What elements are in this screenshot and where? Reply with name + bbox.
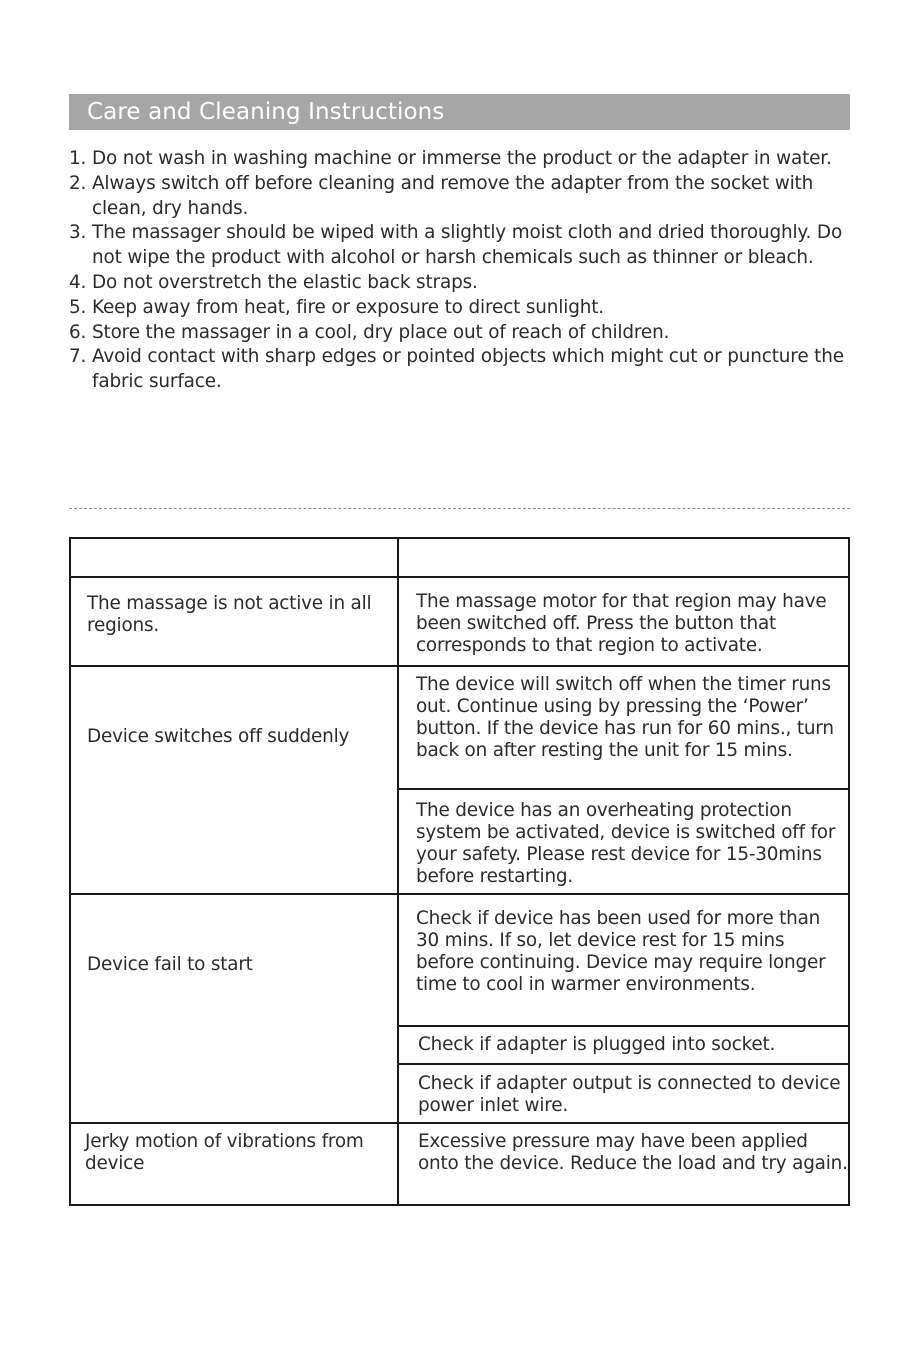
item-text: Keep away from heat, fire or exposure to direct sunlight. bbox=[92, 296, 604, 318]
solution-cell: The device will switch off when the timer runs out. Continue using by pressing the ‘Power’ button. If the device has run for 60 mins., turn back on after resting the unit for 15 mins. bbox=[416, 674, 834, 761]
troubleshooting-table bbox=[69, 537, 850, 1206]
table-header-row bbox=[71, 539, 848, 577]
item-text: Do not overstretch the elastic back straps. bbox=[92, 271, 478, 293]
list-item bbox=[69, 172, 859, 222]
sub-row-rule bbox=[397, 1025, 848, 1027]
problem-cell: Jerky motion of vibrations from device bbox=[85, 1131, 364, 1174]
item-number: 6. bbox=[69, 321, 87, 343]
care-cleaning-header bbox=[69, 94, 850, 130]
solution-cell: Check if adapter is plugged into socket. bbox=[418, 1034, 776, 1055]
row-rule bbox=[71, 893, 848, 895]
problem-cell: Device fail to start bbox=[87, 954, 253, 975]
item-number: 2. bbox=[69, 172, 87, 194]
item-text: The massager should be wiped with a slightly moist cloth and dried thoroughly. Do not wipe the product with alcohol or harsh chemicals such as thinner or bleach. bbox=[92, 222, 843, 269]
item-number: 1. bbox=[69, 148, 87, 169]
list-item bbox=[69, 345, 859, 395]
item-text: Avoid contact with sharp edges or pointed objects which might cut or puncture the fabric surface. bbox=[92, 346, 844, 393]
row-rule bbox=[71, 1122, 848, 1124]
item-number: 4. bbox=[69, 271, 87, 293]
dashed-divider bbox=[69, 508, 850, 509]
item-text: Always switch off before cleaning and remove the adapter from the socket with clean, dry hands. bbox=[92, 172, 814, 219]
solution-cell: The massage motor for that region may have been switched off. Press the button that corresponds to that region to activate. bbox=[416, 591, 827, 656]
problem-cell: Device switches off suddenly bbox=[87, 726, 350, 747]
item-number: 3. bbox=[69, 222, 87, 244]
section-title: Care and Cleaning Instructions bbox=[87, 98, 445, 125]
solution-cell: Check if adapter output is connected to device power inlet wire. bbox=[418, 1073, 841, 1116]
item-text: Store the massager in a cool, dry place out of reach of children. bbox=[92, 321, 670, 343]
column-divider bbox=[397, 539, 399, 1204]
header-rule bbox=[71, 576, 848, 578]
list-item bbox=[69, 271, 859, 296]
list-item bbox=[69, 321, 859, 346]
solution-cell: Check if device has been used for more than 30 mins. If so, let device rest for 15 mins before continuing. Device may require longer time to cool in warmer environments. bbox=[416, 908, 826, 995]
item-number: 7. bbox=[69, 346, 87, 368]
row-rule bbox=[71, 665, 848, 667]
list-item bbox=[69, 296, 859, 321]
sub-row-rule bbox=[397, 1063, 848, 1065]
list-item bbox=[69, 147, 859, 172]
sub-row-rule bbox=[397, 788, 848, 790]
solution-cell: Excessive pressure may have been applied onto the device. Reduce the load and try again. bbox=[418, 1131, 848, 1174]
list-item bbox=[69, 221, 859, 271]
problem-cell: The massage is not active in all regions. bbox=[87, 593, 372, 636]
item-text: Do not wash in washing machine or immerse the product or the adapter in water. bbox=[92, 148, 832, 169]
care-instructions-list bbox=[69, 147, 859, 395]
item-number: 5. bbox=[69, 296, 87, 318]
solution-cell: The device has an overheating protection system be activated, device is switched off for your safety. Please rest device for 15-30mins before restarting. bbox=[416, 800, 836, 887]
